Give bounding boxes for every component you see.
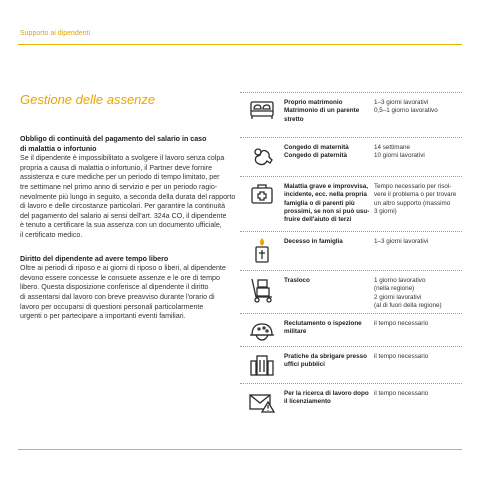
public-office-building-icon [240,347,284,383]
memorial-candle-icon [240,232,284,270]
event-line: Decesso in famiglia [284,238,343,245]
event-line: famiglia o di parenti più [284,199,355,207]
event-cell [284,384,374,422]
section-body [20,154,238,240]
event-cell [284,177,374,231]
section-salary-continuity [20,135,238,241]
heading-line: Obbligo di continuità del pagamento del salario in caso [20,135,207,143]
event-cell [284,271,374,313]
leave-line: (nella regione) [374,285,415,293]
leave-cell [374,384,462,422]
event-line: Congedo di maternità [284,144,349,151]
leave-cell [374,271,462,313]
moving-boxes-trolley-icon [240,271,284,313]
footer-divider [18,449,462,450]
first-aid-kit-icon [240,177,284,231]
heading-line: Diritto del dipendente ad avere tempo libero [20,254,169,263]
table-row [240,313,462,346]
leave-line: vere il problema o per trovare [374,191,457,199]
body-line: tre settimane nel primo anno di servizio e per un periodo ragio- [20,182,218,191]
leave-line: 14 settimane [374,144,411,151]
event-line: incidente, ecc. nella propria [284,191,367,199]
body-line: di lavoro e delle circostanze particolari. Per garantire la continuità [20,202,226,211]
table-row [240,383,462,422]
leave-line: il tempo necessario [374,390,429,397]
event-cell [284,93,374,137]
military-helmet-icon [240,314,284,346]
leave-cell [374,232,462,270]
table-row [240,270,462,313]
event-line: militare [284,328,307,336]
header-divider [18,44,462,45]
body-line: il certificato medico. [20,230,83,239]
section-body [20,264,238,322]
body-line: assistenza e cure mediche per un periodo di tempo limitato, per [20,173,220,182]
leave-cell [374,177,462,231]
event-line: uffici pubblici [284,361,325,369]
event-line: il licenziamento [284,398,331,406]
event-cell [284,314,374,346]
body-line: libero. Questa disposizione conferisce al dipendente il diritto [20,283,209,292]
section-time-off-right [20,255,238,322]
body-line: è tenuto a certificare la sua assenza con un documento ufficiale, [20,221,222,230]
pacifier-icon [240,138,284,176]
leave-line: 10 giorni lavorativi [374,152,425,160]
leave-cell [374,314,462,346]
leave-line: 1–3 giorni lavorativi [374,238,429,245]
leave-line: 1–3 giorni lavorativi [374,99,429,106]
leave-cell [374,347,462,383]
event-cell [284,138,374,176]
leave-line: il tempo necessario [374,353,429,360]
section-heading [20,135,238,154]
leave-line: 0,5–1 giorno lavorativo [374,107,438,115]
leave-line: 2 giorni lavorativi [374,293,422,301]
body-line: propria a causa di malattia o infortunio, il Partner deve fornire [20,163,213,172]
leave-line: un altro supporto (massimo [374,199,451,207]
body-line: di assentarsi dal lavoro con breve preavviso durante l'orario di [20,292,215,301]
table-row [240,231,462,270]
left-column [20,92,238,336]
leave-cell [374,93,462,137]
section-label: Supporto ai dipendenti [20,30,91,37]
warning-envelope-icon [240,384,284,422]
event-cell [284,232,374,270]
leave-line: 1 giorno lavorativo [374,277,426,284]
leave-line: il tempo necessario [374,320,429,327]
table-row [240,137,462,176]
event-line: fruire dell'aiuto di terzi [284,216,352,224]
body-line: del pagamento del salario ai sensi dell'art. 324a CO, il dipendente [20,211,227,220]
body-line: devono essere concesse le consuete assenze e le ore di tempo [20,273,220,282]
leave-line: (al di fuori della regione) [374,301,442,309]
body-line: urgenti o per partecipare a importanti eventi familiari. [20,312,186,321]
event-line: Per la ricerca di lavoro dopo [284,390,369,397]
event-line: prossimi, se non si può usu- [284,207,370,215]
table-row [240,176,462,231]
leave-cell [374,138,462,176]
event-line: Pratiche da sbrigare presso [284,353,367,360]
event-line: Trasloco [284,277,310,284]
event-line: Matrimonio di un parente [284,107,360,115]
body-line: Oltre ai periodi di riposo e ai giorni di riposo o liberi, al dipendente [20,264,226,273]
event-line: stretto [284,115,304,123]
table-row [240,92,462,137]
event-line: Congedo di paternità [284,152,347,160]
table-row [240,346,462,383]
leave-table [240,92,462,422]
section-heading [20,255,238,265]
leave-line: 3 giorni) [374,207,397,215]
event-line: Reclutamento o ispezione [284,320,362,327]
body-line: nevolmente più lungo in seguito, a seconda della durata del rapporto [20,192,236,201]
body-line: Se il dipendente è impossibilitato a svolgere il lavoro senza colpa [20,154,225,163]
page-title: Gestione delle assenze [20,92,156,107]
leave-line: Tempo necessario per risol- [374,183,452,190]
heading-line: di malattia o infortunio [20,144,97,153]
event-line: Proprio matrimonio [284,99,343,106]
body-line: lavoro per occuparsi di questioni personali particolarmente [20,302,204,311]
double-bed-icon [240,93,284,137]
event-line: Malattia grave e improvvisa, [284,183,368,190]
event-cell [284,347,374,383]
